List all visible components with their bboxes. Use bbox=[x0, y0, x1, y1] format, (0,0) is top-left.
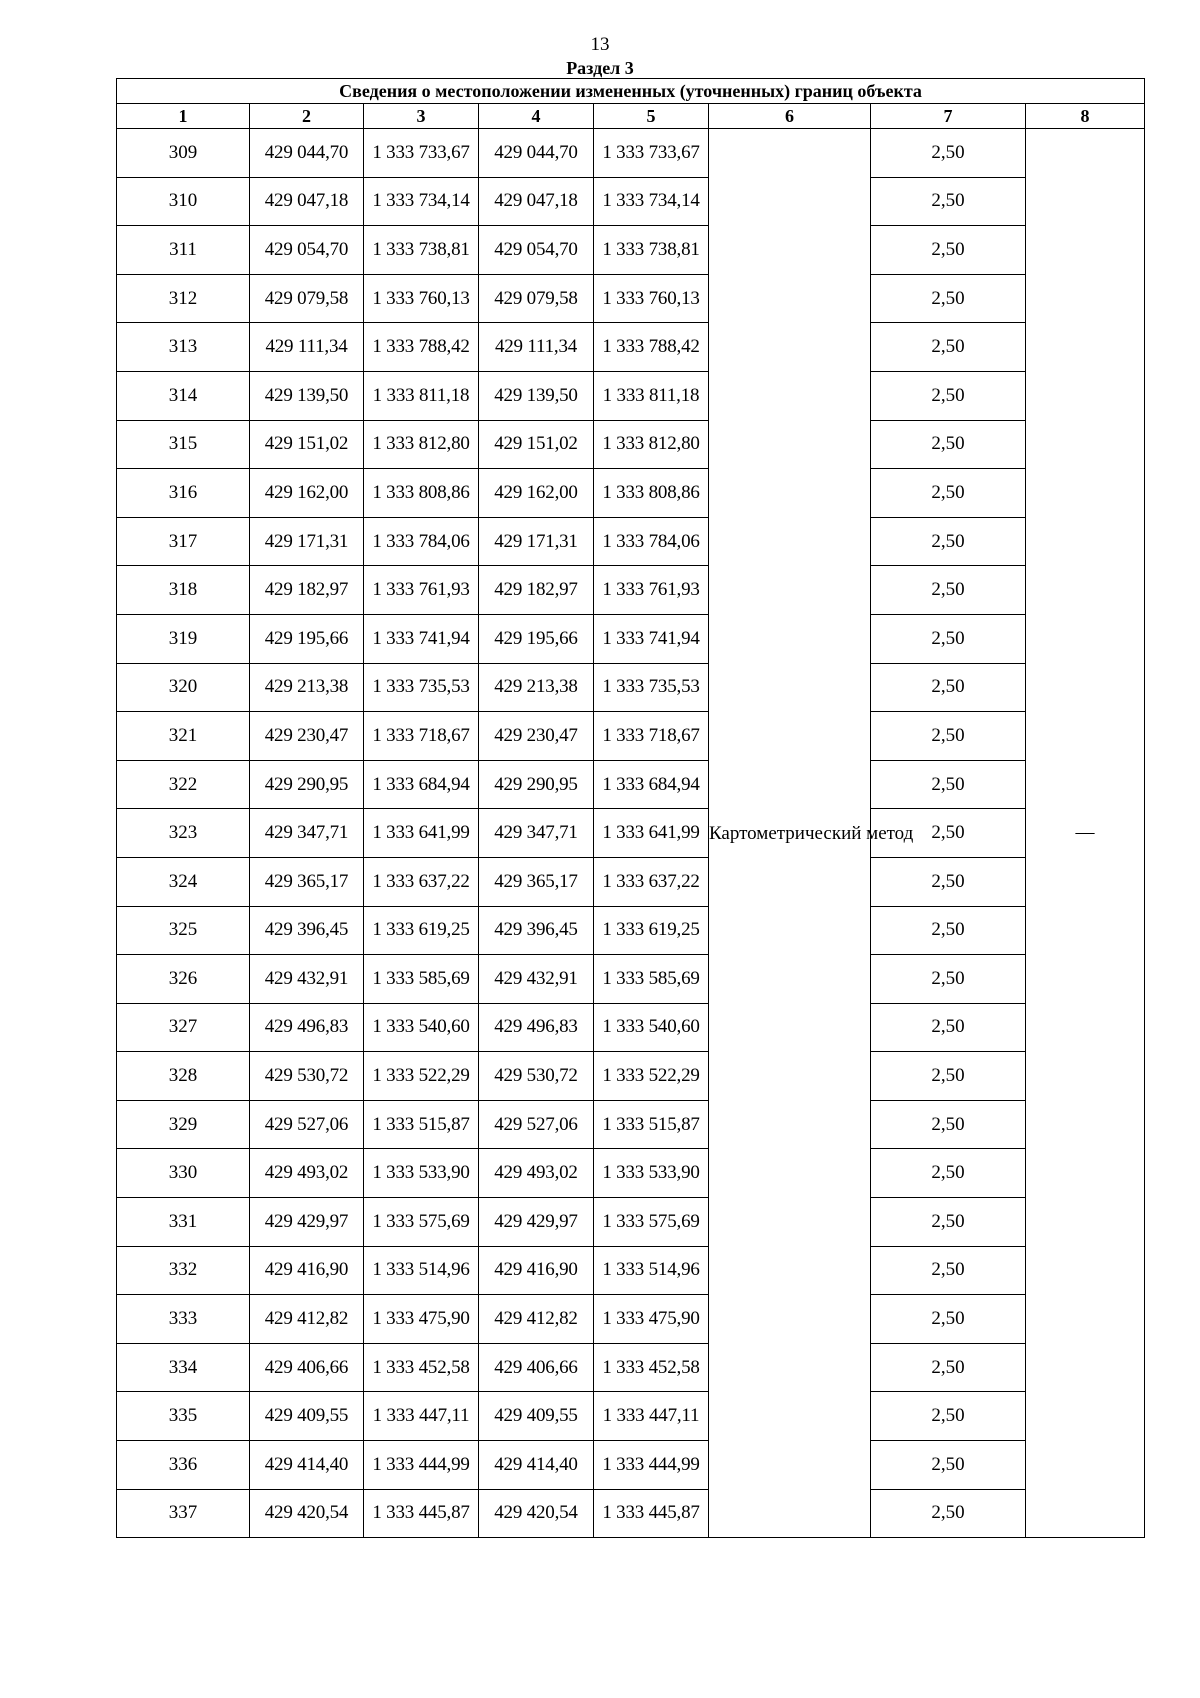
x-old-cell: 429 432,91 bbox=[250, 955, 364, 1004]
y-old-cell: 1 333 784,06 bbox=[364, 517, 479, 566]
y-new-cell: 1 333 738,81 bbox=[594, 226, 709, 275]
x-new-cell: 429 530,72 bbox=[479, 1052, 594, 1101]
accuracy-cell: 2,50 bbox=[871, 663, 1026, 712]
x-old-cell: 429 420,54 bbox=[250, 1489, 364, 1538]
y-new-cell: 1 333 619,25 bbox=[594, 906, 709, 955]
table-row bbox=[117, 614, 1145, 663]
x-old-cell: 429 139,50 bbox=[250, 371, 364, 420]
y-old-cell: 1 333 741,94 bbox=[364, 614, 479, 663]
column-header-1: 1 bbox=[117, 104, 250, 129]
y-new-cell: 1 333 585,69 bbox=[594, 955, 709, 1004]
y-new-cell: 1 333 733,67 bbox=[594, 129, 709, 178]
x-new-cell: 429 079,58 bbox=[479, 274, 594, 323]
y-new-cell: 1 333 637,22 bbox=[594, 857, 709, 906]
x-new-cell: 429 162,00 bbox=[479, 469, 594, 518]
point-number-cell: 333 bbox=[117, 1295, 250, 1344]
point-number-cell: 313 bbox=[117, 323, 250, 372]
y-old-cell: 1 333 811,18 bbox=[364, 371, 479, 420]
point-number-cell: 327 bbox=[117, 1003, 250, 1052]
accuracy-cell: 2,50 bbox=[871, 906, 1026, 955]
column-header-7: 7 bbox=[871, 104, 1026, 129]
accuracy-cell: 2,50 bbox=[871, 760, 1026, 809]
y-old-cell: 1 333 808,86 bbox=[364, 469, 479, 518]
x-new-cell: 429 213,38 bbox=[479, 663, 594, 712]
x-old-cell: 429 182,97 bbox=[250, 566, 364, 615]
point-number-cell: 310 bbox=[117, 177, 250, 226]
point-number-cell: 335 bbox=[117, 1392, 250, 1441]
accuracy-cell: 2,50 bbox=[871, 1392, 1026, 1441]
accuracy-cell: 2,50 bbox=[871, 566, 1026, 615]
point-number-cell: 315 bbox=[117, 420, 250, 469]
table-row bbox=[117, 274, 1145, 323]
y-old-cell: 1 333 641,99 bbox=[364, 809, 479, 858]
y-new-cell: 1 333 515,87 bbox=[594, 1100, 709, 1149]
x-old-cell: 429 527,06 bbox=[250, 1100, 364, 1149]
method-cell: Картометрический метод bbox=[709, 129, 871, 1538]
point-number-cell: 329 bbox=[117, 1100, 250, 1149]
point-number-cell: 324 bbox=[117, 857, 250, 906]
accuracy-cell: 2,50 bbox=[871, 371, 1026, 420]
point-number-cell: 331 bbox=[117, 1198, 250, 1247]
x-new-cell: 429 230,47 bbox=[479, 712, 594, 761]
x-old-cell: 429 429,97 bbox=[250, 1198, 364, 1247]
point-number-cell: 312 bbox=[117, 274, 250, 323]
x-new-cell: 429 406,66 bbox=[479, 1343, 594, 1392]
x-new-cell: 429 290,95 bbox=[479, 760, 594, 809]
table-row bbox=[117, 1246, 1145, 1295]
accuracy-cell: 2,50 bbox=[871, 1149, 1026, 1198]
x-new-cell: 429 416,90 bbox=[479, 1246, 594, 1295]
point-number-cell: 325 bbox=[117, 906, 250, 955]
accuracy-cell: 2,50 bbox=[871, 469, 1026, 518]
x-new-cell: 429 420,54 bbox=[479, 1489, 594, 1538]
table-row bbox=[117, 955, 1145, 1004]
x-new-cell: 429 151,02 bbox=[479, 420, 594, 469]
table-row bbox=[117, 1052, 1145, 1101]
x-old-cell: 429 111,34 bbox=[250, 323, 364, 372]
column-header-row bbox=[117, 104, 1145, 129]
y-old-cell: 1 333 761,93 bbox=[364, 566, 479, 615]
table-row bbox=[117, 1343, 1145, 1392]
x-new-cell: 429 111,34 bbox=[479, 323, 594, 372]
table-body bbox=[117, 129, 1145, 1538]
accuracy-cell: 2,50 bbox=[871, 177, 1026, 226]
y-old-cell: 1 333 735,53 bbox=[364, 663, 479, 712]
x-old-cell: 429 365,17 bbox=[250, 857, 364, 906]
table-row bbox=[117, 1489, 1145, 1538]
y-new-cell: 1 333 741,94 bbox=[594, 614, 709, 663]
x-old-cell: 429 496,83 bbox=[250, 1003, 364, 1052]
y-new-cell: 1 333 514,96 bbox=[594, 1246, 709, 1295]
x-new-cell: 429 054,70 bbox=[479, 226, 594, 275]
accuracy-cell: 2,50 bbox=[871, 1198, 1026, 1247]
table-row bbox=[117, 323, 1145, 372]
point-number-cell: 311 bbox=[117, 226, 250, 275]
y-old-cell: 1 333 760,13 bbox=[364, 274, 479, 323]
accuracy-cell: 2,50 bbox=[871, 1295, 1026, 1344]
x-new-cell: 429 429,97 bbox=[479, 1198, 594, 1247]
x-new-cell: 429 432,91 bbox=[479, 955, 594, 1004]
y-new-cell: 1 333 808,86 bbox=[594, 469, 709, 518]
x-old-cell: 429 493,02 bbox=[250, 1149, 364, 1198]
table-row bbox=[117, 712, 1145, 761]
x-old-cell: 429 054,70 bbox=[250, 226, 364, 275]
point-number-cell: 334 bbox=[117, 1343, 250, 1392]
y-old-cell: 1 333 575,69 bbox=[364, 1198, 479, 1247]
table-row bbox=[117, 129, 1145, 178]
accuracy-cell: 2,50 bbox=[871, 857, 1026, 906]
y-new-cell: 1 333 784,06 bbox=[594, 517, 709, 566]
y-new-cell: 1 333 811,18 bbox=[594, 371, 709, 420]
x-new-cell: 429 365,17 bbox=[479, 857, 594, 906]
column8-cell bbox=[1026, 129, 1145, 1538]
table-row bbox=[117, 1295, 1145, 1344]
table-row bbox=[117, 371, 1145, 420]
x-new-cell: 429 527,06 bbox=[479, 1100, 594, 1149]
x-new-cell: 429 139,50 bbox=[479, 371, 594, 420]
accuracy-cell: 2,50 bbox=[871, 955, 1026, 1004]
table-row bbox=[117, 517, 1145, 566]
y-new-cell: 1 333 718,67 bbox=[594, 712, 709, 761]
table-row bbox=[117, 1149, 1145, 1198]
y-new-cell: 1 333 475,90 bbox=[594, 1295, 709, 1344]
accuracy-cell: 2,50 bbox=[871, 1489, 1026, 1538]
table-row bbox=[117, 566, 1145, 615]
x-old-cell: 429 416,90 bbox=[250, 1246, 364, 1295]
accuracy-cell: 2,50 bbox=[871, 274, 1026, 323]
x-new-cell: 429 195,66 bbox=[479, 614, 594, 663]
column-header-3: 3 bbox=[364, 104, 479, 129]
y-old-cell: 1 333 452,58 bbox=[364, 1343, 479, 1392]
y-old-cell: 1 333 684,94 bbox=[364, 760, 479, 809]
accuracy-cell: 2,50 bbox=[871, 1343, 1026, 1392]
column-header-6: 6 bbox=[709, 104, 871, 129]
table-row bbox=[117, 469, 1145, 518]
y-old-cell: 1 333 733,67 bbox=[364, 129, 479, 178]
y-new-cell: 1 333 641,99 bbox=[594, 809, 709, 858]
x-old-cell: 429 151,02 bbox=[250, 420, 364, 469]
column-header-8: 8 bbox=[1026, 104, 1145, 129]
y-new-cell: 1 333 452,58 bbox=[594, 1343, 709, 1392]
point-number-cell: 332 bbox=[117, 1246, 250, 1295]
boundary-coordinates-table bbox=[116, 78, 1145, 1538]
column-header-4: 4 bbox=[479, 104, 594, 129]
x-old-cell: 429 047,18 bbox=[250, 177, 364, 226]
x-new-cell: 429 493,02 bbox=[479, 1149, 594, 1198]
y-old-cell: 1 333 533,90 bbox=[364, 1149, 479, 1198]
accuracy-cell: 2,50 bbox=[871, 712, 1026, 761]
point-number-cell: 323 bbox=[117, 809, 250, 858]
y-old-cell: 1 333 619,25 bbox=[364, 906, 479, 955]
point-number-cell: 326 bbox=[117, 955, 250, 1004]
table-row bbox=[117, 177, 1145, 226]
y-new-cell: 1 333 812,80 bbox=[594, 420, 709, 469]
y-old-cell: 1 333 444,99 bbox=[364, 1441, 479, 1490]
point-number-cell: 320 bbox=[117, 663, 250, 712]
section-title: Раздел 3 bbox=[566, 58, 634, 78]
table-row bbox=[117, 1198, 1145, 1247]
table-row bbox=[117, 1441, 1145, 1490]
y-new-cell: 1 333 540,60 bbox=[594, 1003, 709, 1052]
table-row bbox=[117, 1003, 1145, 1052]
x-old-cell: 429 414,40 bbox=[250, 1441, 364, 1490]
point-number-cell: 314 bbox=[117, 371, 250, 420]
y-new-cell: 1 333 734,14 bbox=[594, 177, 709, 226]
x-new-cell: 429 047,18 bbox=[479, 177, 594, 226]
point-number-cell: 322 bbox=[117, 760, 250, 809]
point-number-cell: 330 bbox=[117, 1149, 250, 1198]
point-number-cell: 328 bbox=[117, 1052, 250, 1101]
accuracy-cell: 2,50 bbox=[871, 1003, 1026, 1052]
y-old-cell: 1 333 540,60 bbox=[364, 1003, 479, 1052]
y-new-cell: 1 333 761,93 bbox=[594, 566, 709, 615]
x-new-cell: 429 347,71 bbox=[479, 809, 594, 858]
accuracy-cell: 2,50 bbox=[871, 809, 1026, 858]
x-old-cell: 429 044,70 bbox=[250, 129, 364, 178]
x-new-cell: 429 412,82 bbox=[479, 1295, 594, 1344]
x-old-cell: 429 396,45 bbox=[250, 906, 364, 955]
x-old-cell: 429 230,47 bbox=[250, 712, 364, 761]
x-old-cell: 429 290,95 bbox=[250, 760, 364, 809]
y-new-cell: 1 333 444,99 bbox=[594, 1441, 709, 1490]
table-row bbox=[117, 906, 1145, 955]
y-new-cell: 1 333 533,90 bbox=[594, 1149, 709, 1198]
y-old-cell: 1 333 475,90 bbox=[364, 1295, 479, 1344]
table-caption: Сведения о местоположении измененных (уточненных) границ объекта bbox=[117, 79, 1145, 104]
y-old-cell: 1 333 734,14 bbox=[364, 177, 479, 226]
y-old-cell: 1 333 515,87 bbox=[364, 1100, 479, 1149]
accuracy-cell: 2,50 bbox=[871, 323, 1026, 372]
column-header-2: 2 bbox=[250, 104, 364, 129]
x-new-cell: 429 396,45 bbox=[479, 906, 594, 955]
table-row bbox=[117, 1392, 1145, 1441]
x-old-cell: 429 171,31 bbox=[250, 517, 364, 566]
accuracy-cell: 2,50 bbox=[871, 420, 1026, 469]
y-new-cell: 1 333 445,87 bbox=[594, 1489, 709, 1538]
y-old-cell: 1 333 788,42 bbox=[364, 323, 479, 372]
y-new-cell: 1 333 684,94 bbox=[594, 760, 709, 809]
x-new-cell: 429 044,70 bbox=[479, 129, 594, 178]
accuracy-cell: 2,50 bbox=[871, 1100, 1026, 1149]
point-number-cell: 309 bbox=[117, 129, 250, 178]
accuracy-cell: 2,50 bbox=[871, 614, 1026, 663]
table-row bbox=[117, 857, 1145, 906]
accuracy-cell: 2,50 bbox=[871, 1441, 1026, 1490]
x-new-cell: 429 414,40 bbox=[479, 1441, 594, 1490]
y-new-cell: 1 333 735,53 bbox=[594, 663, 709, 712]
table-row bbox=[117, 809, 1145, 858]
point-number-cell: 317 bbox=[117, 517, 250, 566]
y-old-cell: 1 333 812,80 bbox=[364, 420, 479, 469]
point-number-cell: 321 bbox=[117, 712, 250, 761]
accuracy-cell: 2,50 bbox=[871, 1246, 1026, 1295]
table-row bbox=[117, 760, 1145, 809]
table-row bbox=[117, 226, 1145, 275]
accuracy-cell: 2,50 bbox=[871, 226, 1026, 275]
x-old-cell: 429 409,55 bbox=[250, 1392, 364, 1441]
point-number-cell: 316 bbox=[117, 469, 250, 518]
y-old-cell: 1 333 522,29 bbox=[364, 1052, 479, 1101]
y-new-cell: 1 333 760,13 bbox=[594, 274, 709, 323]
y-new-cell: 1 333 788,42 bbox=[594, 323, 709, 372]
accuracy-cell: 2,50 bbox=[871, 1052, 1026, 1101]
table-row bbox=[117, 420, 1145, 469]
point-number-cell: 318 bbox=[117, 566, 250, 615]
y-old-cell: 1 333 447,11 bbox=[364, 1392, 479, 1441]
x-old-cell: 429 347,71 bbox=[250, 809, 364, 858]
accuracy-cell: 2,50 bbox=[871, 517, 1026, 566]
x-old-cell: 429 195,66 bbox=[250, 614, 364, 663]
page-number: 13 bbox=[590, 34, 610, 55]
y-old-cell: 1 333 718,67 bbox=[364, 712, 479, 761]
accuracy-cell: 2,50 bbox=[871, 129, 1026, 178]
x-old-cell: 429 213,38 bbox=[250, 663, 364, 712]
x-new-cell: 429 182,97 bbox=[479, 566, 594, 615]
y-old-cell: 1 333 445,87 bbox=[364, 1489, 479, 1538]
point-number-cell: 319 bbox=[117, 614, 250, 663]
y-new-cell: 1 333 522,29 bbox=[594, 1052, 709, 1101]
y-old-cell: 1 333 637,22 bbox=[364, 857, 479, 906]
x-old-cell: 429 530,72 bbox=[250, 1052, 364, 1101]
y-old-cell: 1 333 514,96 bbox=[364, 1246, 479, 1295]
x-old-cell: 429 412,82 bbox=[250, 1295, 364, 1344]
y-old-cell: 1 333 738,81 bbox=[364, 226, 479, 275]
column8-dash: — bbox=[1075, 822, 1095, 844]
x-new-cell: 429 496,83 bbox=[479, 1003, 594, 1052]
table-row bbox=[117, 663, 1145, 712]
x-old-cell: 429 406,66 bbox=[250, 1343, 364, 1392]
column-header-5: 5 bbox=[594, 104, 709, 129]
x-new-cell: 429 171,31 bbox=[479, 517, 594, 566]
x-new-cell: 429 409,55 bbox=[479, 1392, 594, 1441]
point-number-cell: 336 bbox=[117, 1441, 250, 1490]
table-row bbox=[117, 1100, 1145, 1149]
y-new-cell: 1 333 575,69 bbox=[594, 1198, 709, 1247]
x-old-cell: 429 079,58 bbox=[250, 274, 364, 323]
point-number-cell: 337 bbox=[117, 1489, 250, 1538]
y-old-cell: 1 333 585,69 bbox=[364, 955, 479, 1004]
y-new-cell: 1 333 447,11 bbox=[594, 1392, 709, 1441]
x-old-cell: 429 162,00 bbox=[250, 469, 364, 518]
